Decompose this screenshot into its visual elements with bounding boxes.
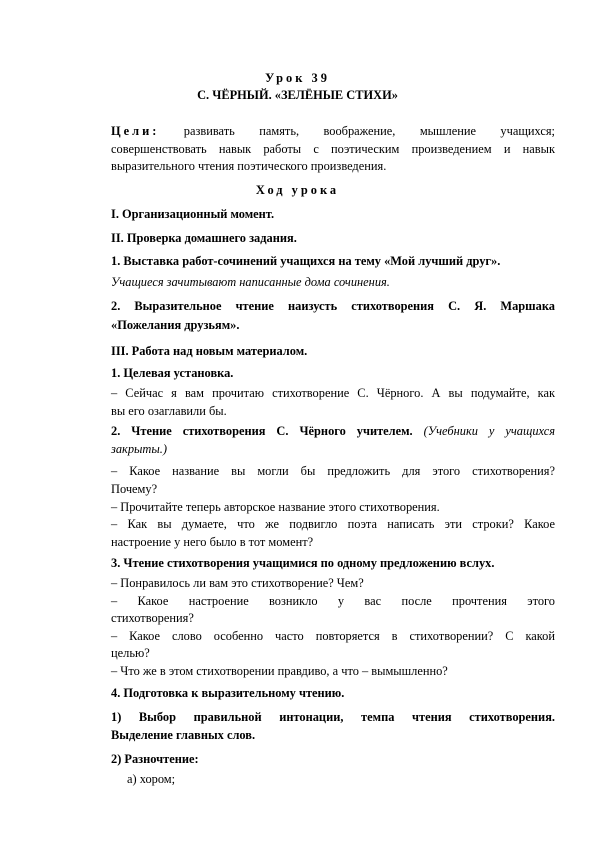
question-1-line-2: Почему? xyxy=(111,482,158,496)
question-5-line-1: – Какое настроение возникло у вас после прочтения этого xyxy=(111,594,555,608)
section-2-item-1-note: Учащиеся зачитывают написанные дома сочинения. xyxy=(111,275,390,289)
question-1-line-1: – Какое название вы могли бы предложить для этого стихотворения? xyxy=(111,464,555,478)
goals-line-1 xyxy=(111,124,555,139)
section-3-item-4-sub-1-line-2: Выделение главных слов. xyxy=(111,728,256,742)
goals-line-3: выразительного чтения поэтического произведения. xyxy=(111,159,387,173)
section-3-item-1-text-2: вы его озаглавили бы. xyxy=(111,404,227,418)
section-3-item-4-sub-2: 2) Разночтение: xyxy=(111,752,199,766)
question-5-line-2: стихотворения? xyxy=(111,611,194,625)
question-3-line-1: – Как вы думаете, что же подвигло поэта написать эти строки? Какое xyxy=(111,517,555,531)
question-6-line-2: целью? xyxy=(111,646,150,660)
question-2: – Прочитайте теперь авторское название этого стихотворения. xyxy=(111,500,440,514)
section-3-item-2-note: (Учебники у учащихся xyxy=(423,424,555,438)
section-3-item-2-title: 2. Чтение стихотворения С. Чёрного учителем. xyxy=(111,424,413,438)
section-2-item-2-line-1: 2. Выразительное чтение наизусть стихотворения С. Я. Маршака xyxy=(111,299,555,313)
section-2-heading: II. Проверка домашнего задания. xyxy=(111,231,297,245)
goals-label: Цели: xyxy=(111,124,160,138)
question-6-line-1: – Какое слово особенно часто повторяется в стихотворении? С какой xyxy=(111,629,555,643)
section-3-item-1: 1. Целевая установка. xyxy=(111,366,234,380)
section-1-heading: I. Организационный момент. xyxy=(111,207,275,221)
lesson-number: Урок 39 xyxy=(265,71,330,85)
goals-text-1: развивать память, воображение, мышление учащихся; xyxy=(183,124,555,138)
section-3-item-3: 3. Чтение стихотворения учащимися по одному предложению вслух. xyxy=(111,556,495,570)
question-3-line-2: настроение у него было в тот момент? xyxy=(111,535,314,549)
question-7: – Что же в этом стихотворении правдиво, а что – вымышленно? xyxy=(111,664,448,678)
section-3-item-2-line-2: закрыты.) xyxy=(111,442,167,456)
section-3-item-4-sub-1-line-1: 1) Выбор правильной интонации, темпа чтения стихотворения. xyxy=(111,710,555,724)
course-heading: Ход урока xyxy=(255,183,340,197)
section-3-heading: III. Работа над новым материалом. xyxy=(111,344,308,358)
section-3-item-1-text-1: – Сейчас я вам прочитаю стихотворение С. Чёрного. А вы подумайте, как xyxy=(111,386,555,400)
section-3-item-4: 4. Подготовка к выразительному чтению. xyxy=(111,686,345,700)
section-2-item-1: 1. Выставка работ-сочинений учащихся на тему «Мой лучший друг». xyxy=(111,254,501,268)
section-2-item-2-line-2: «Пожелания друзьям». xyxy=(111,318,240,332)
section-3-item-4-sub-2-a: а) хором; xyxy=(127,772,176,786)
question-4: – Понравилось ли вам это стихотворение? Чем? xyxy=(111,576,364,590)
lesson-title: С. ЧЁРНЫЙ. «ЗЕЛЁНЫЕ СТИХИ» xyxy=(197,88,398,102)
goals-line-2: совершенствовать навык работы с поэтическим произведением и навык xyxy=(111,142,555,156)
section-3-item-2-line-1 xyxy=(111,424,555,439)
